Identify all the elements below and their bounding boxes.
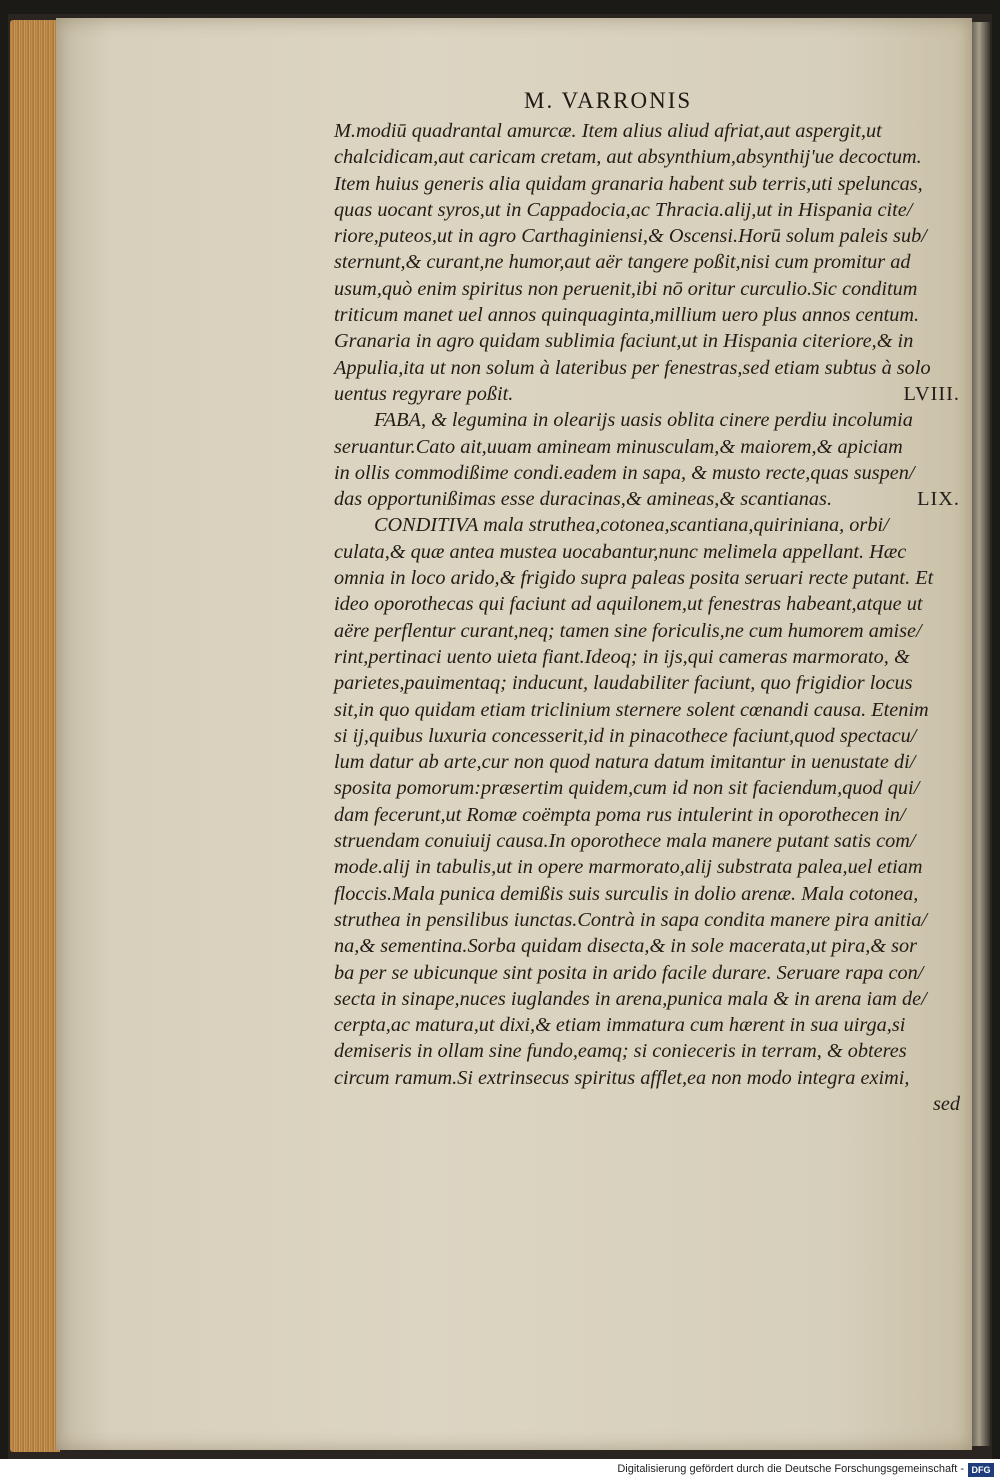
text-line-content: circum ramum.Si extrinsecus spiritus afflet,ea non modo integra eximi, xyxy=(334,1066,910,1089)
text-line-content: cerpta,ac matura,ut dixi,& etiam immatura cum hærent in sua uirga,si xyxy=(334,1014,906,1037)
text-line xyxy=(334,486,960,512)
text-line-content: quas uocant syros,ut in Cappadocia,ac Thracia.alij,ut in Hispania cite/ xyxy=(334,198,913,221)
text-line-content: ba per se ubicunque sint posita in arido facile durare. Seruare rapa con/ xyxy=(334,961,924,984)
body-text xyxy=(334,118,960,1117)
text-line-content: sternunt,& curant,ne humor,aut aër tangere poßit,nisi cum promitur ad xyxy=(334,251,911,274)
text-line-content: chalcidicam,aut caricam cretam, aut absynthium,absynthij'ue decoctum. xyxy=(334,146,922,169)
text-line xyxy=(334,539,960,565)
text-line xyxy=(334,854,960,880)
text-line-content: CONDITIVA mala struthea,cotonea,scantiana,quiriniana, orbi/ xyxy=(374,514,889,537)
text-line xyxy=(334,512,960,538)
text-line-content: floccis.Mala punica demißis suis surculis in dolio arenæ. Mala cotonea, xyxy=(334,882,919,905)
text-line-content: struendam conuiuij causa.In oporothece mala manere putant satis com/ xyxy=(334,830,916,853)
text-line-content: Item huius generis alia quidam granaria habent sub terris,uti speluncas, xyxy=(334,172,923,195)
text-line-content: na,& sementina.Sorba quidam disecta,& in sole macerata,ut pira,& sor xyxy=(334,935,918,958)
text-line xyxy=(334,118,960,144)
text-line-content: demiseris in ollam sine fundo,eamq; si conieceris in terram, & obteres xyxy=(334,1040,907,1063)
text-line-content: parietes,pauimentaq; inducunt, laudabiliter faciunt, quo frigidior locus xyxy=(334,672,913,695)
text-line xyxy=(334,644,960,670)
text-line-content: mode.alij in tabulis,ut in opere marmorato,alij substrata palea,uel etiam xyxy=(334,856,923,879)
text-line-content: FABA, & legumina in olearijs uasis oblita cinere perdiu incolumia xyxy=(374,409,913,432)
text-line xyxy=(334,591,960,617)
text-line-content: sit,in quo quidam etiam triclinium sternere solent cœnandi causa. Etenim xyxy=(334,698,929,721)
text-line xyxy=(334,302,960,328)
text-line-content: usum,quò enim spiritus non peruenit,ibi nō oritur curculio.Sic conditum xyxy=(334,277,918,300)
text-line xyxy=(334,775,960,801)
text-line-content: si ij,quibus luxuria concesserit,id in pinacothece faciunt,quod spectacu/ xyxy=(334,724,917,747)
text-line xyxy=(334,697,960,723)
text-line-content: seruantur.Cato ait,uuam amineam minusculam,& maiorem,& apiciam xyxy=(334,435,903,458)
text-line-content: dam fecerunt,ut Romæ coëmpta poma rus intulerint in oporothecen in/ xyxy=(334,803,906,826)
text-line-content: aëre perflentur curant,neq; tamen sine foriculis,ne cum humorem amise/ xyxy=(334,619,922,642)
text-line-content: omnia in loco arido,& frigido supra paleas posita seruari recte putant. Et xyxy=(334,567,934,590)
text-line-content: in ollis commodißime condi.eadem in sapa, & musto recte,quas suspen/ xyxy=(334,461,915,484)
text-line xyxy=(334,986,960,1012)
dfg-logo-icon: DFG xyxy=(968,1463,994,1477)
text-line xyxy=(334,407,960,433)
text-line xyxy=(334,1038,960,1064)
text-line-content: Appulia,ita ut non solum à lateribus per fenestras,sed etiam subtus à solo xyxy=(334,356,931,379)
running-head: M. VARRONIS xyxy=(524,88,693,113)
text-line xyxy=(334,434,960,460)
catchword: sed xyxy=(932,1092,960,1115)
footer-credit: Digitalisierung gefördert durch die Deutsche Forschungsgemeinschaft - xyxy=(617,1463,964,1475)
text-line-content: ideo oporothecas qui faciunt ad aquilonem,ut fenestras habeant,atque ut xyxy=(334,593,923,616)
text-line xyxy=(334,144,960,170)
text-line xyxy=(334,197,960,223)
text-line-content: das opportunißimas esse duracinas,& amineas,& scantianas. xyxy=(334,488,833,511)
text-line xyxy=(334,249,960,275)
text-line xyxy=(334,960,960,986)
text-line-content: lum datur ab arte,cur non quod natura datum imitantur in uenustate di/ xyxy=(334,751,916,774)
text-line xyxy=(334,749,960,775)
book-page-edges xyxy=(10,20,60,1452)
text-line xyxy=(334,933,960,959)
book-binding-shadow xyxy=(972,22,990,1446)
text-line xyxy=(334,565,960,591)
text-line-content: sposita pomorum:præsertim quidem,cum id non sit faciendum,quod qui/ xyxy=(334,777,920,800)
chapter-number: LVIII. xyxy=(903,382,960,405)
text-line xyxy=(334,802,960,828)
text-line xyxy=(334,670,960,696)
text-line xyxy=(334,723,960,749)
catchword-line xyxy=(334,1091,960,1117)
text-line-content: riore,puteos,ut in agro Carthaginiensi,& Oscensi.Horū solum paleis sub/ xyxy=(334,225,927,248)
text-line xyxy=(334,1065,960,1091)
text-line xyxy=(334,828,960,854)
text-line xyxy=(334,328,960,354)
text-line xyxy=(334,460,960,486)
text-line xyxy=(334,223,960,249)
text-line xyxy=(334,881,960,907)
text-line-content: M.modiū quadrantal amurcæ. Item alius aliud afriat,aut aspergit,ut xyxy=(334,120,882,142)
text-line-content: secta in sinape,nuces iuglandes in arena,punica mala & in arena iam de/ xyxy=(334,987,927,1010)
text-line-content: culata,& quæ antea mustea uocabantur,nunc melimela appellant. Hæc xyxy=(334,540,907,563)
footer-bar xyxy=(0,1459,1000,1482)
text-line-content: struthea in pensilibus iunctas.Contrà in sapa condita manere pira anitia/ xyxy=(334,908,928,931)
text-line-content: Granaria in agro quidam sublimia faciunt,ut in Hispania citeriore,& in xyxy=(334,330,914,353)
text-line xyxy=(334,355,960,381)
text-line-content: triticum manet uel annos quinquaginta,millium uero plus annos centum. xyxy=(334,304,920,327)
text-line-content: uentus regyrare poßit. xyxy=(334,382,514,405)
text-line xyxy=(334,907,960,933)
chapter-number: LIX. xyxy=(917,488,960,511)
text-line xyxy=(334,381,960,407)
text-line xyxy=(334,618,960,644)
text-line xyxy=(334,1012,960,1038)
text-line xyxy=(334,276,960,302)
text-line xyxy=(334,171,960,197)
text-line-content: rint,pertinaci uento uieta fiant.Ideoq; in ijs,qui cameras marmorato, & xyxy=(334,645,910,668)
